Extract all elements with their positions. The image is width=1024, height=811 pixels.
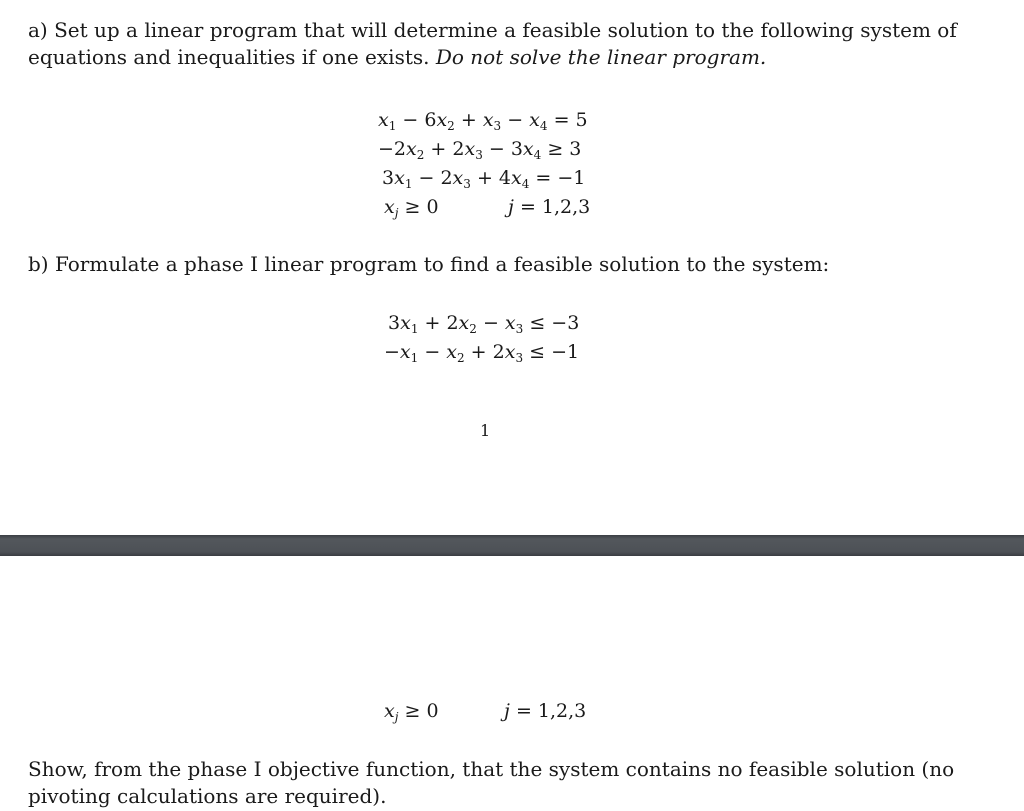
equation-1: $x_1 - 6x_2 + x_3 - x_4 = 5$ [378,109,588,133]
inequality-1-rhs: ≤ −3 [529,312,580,334]
question-b-text: b) Formulate a phase I linear program to find a feasible solution to the system: [28,252,830,276]
question-a-note: Do not solve the linear program. [435,45,767,69]
inequality-2: $-x_1 - x_2 + 2x_3 \le -1$ [384,341,580,365]
question-c-text: Show, from the phase I objective function, that the system contains no feasible solution (no pivoting calculations are required). [28,757,955,808]
equation-2-rhs: ≥ 3 [547,138,582,160]
page-number: 1 [480,421,491,440]
equation-3: $3x_1 - 2x_3 + 4x_4 = -1$ [382,167,586,191]
inequality-1: $3x_1 + 2x_2 - x_3 \le -3$ [388,312,580,336]
nonnegativity-b-lhs: ≥ 0 [404,700,439,722]
equation-3-rhs: = −1 [535,167,586,189]
equation-2: $-2x_2 + 2x_3 - 3x_4 \ge 3$ [378,138,582,162]
page-bottom [0,556,1024,811]
nonnegativity-a: $x_j \ge 0$ [384,196,439,220]
question-c [28,756,988,810]
nonnegativity-a-lhs: ≥ 0 [404,196,439,218]
inequality-2-rhs: ≤ −1 [529,341,580,363]
equation-1-rhs: = 5 [553,109,588,131]
question-b [28,251,988,278]
page-break-divider [0,535,1024,556]
question-a-text: a) Set up a linear program that will determine a feasible solution to the following system of equations and inequalities if one exists. [28,18,957,69]
nonnegativity-b: $x_j \ge 0$ [384,700,439,724]
index-range-b: j = 1,2,3 [504,700,587,722]
index-range-b-value: = 1,2,3 [515,700,587,722]
question-a [28,17,988,71]
index-range-a: j = 1,2,3 [508,196,591,218]
index-range-a-value: = 1,2,3 [519,196,591,218]
